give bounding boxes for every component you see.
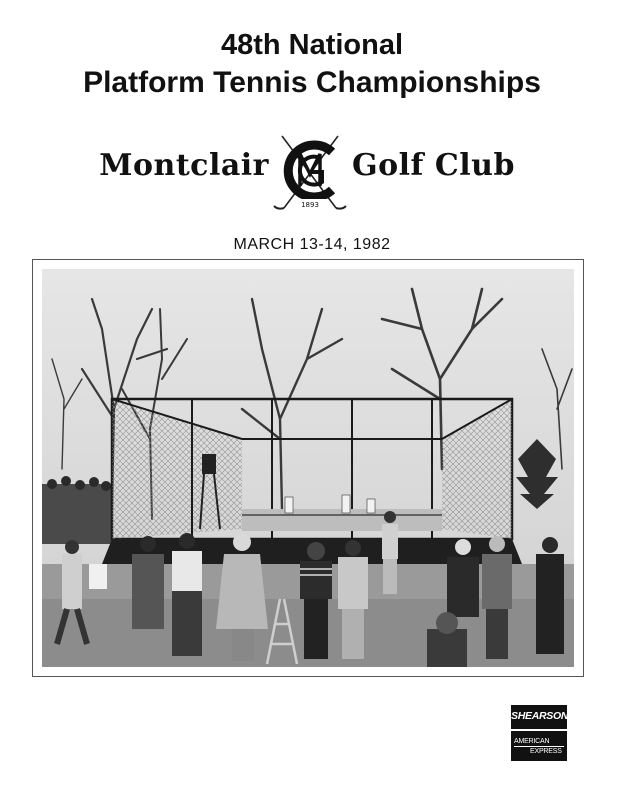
sponsor-divider [511, 729, 567, 731]
sponsor-name-line2: EXPRESS [530, 748, 562, 755]
title-line-2: Platform Tennis Championships [83, 66, 541, 99]
sponsor-logo [511, 705, 567, 761]
club-header [0, 128, 624, 220]
sponsor-name-line1: AMERICAN [514, 738, 550, 745]
club-name-left: Montclair [99, 148, 269, 183]
title-line-1: 48th National [220, 29, 404, 61]
sponsor-rule [514, 746, 564, 747]
court-photo-illustration [42, 269, 574, 667]
club-emblem-logo [270, 130, 350, 220]
event-date: MARCH 13-14, 1982 [233, 236, 391, 253]
emblem-year: 1893 [301, 201, 319, 209]
sponsor-name-top: SHEARSON [511, 710, 569, 722]
club-name-right: Golf Club [352, 148, 515, 183]
event-photo [32, 259, 584, 677]
